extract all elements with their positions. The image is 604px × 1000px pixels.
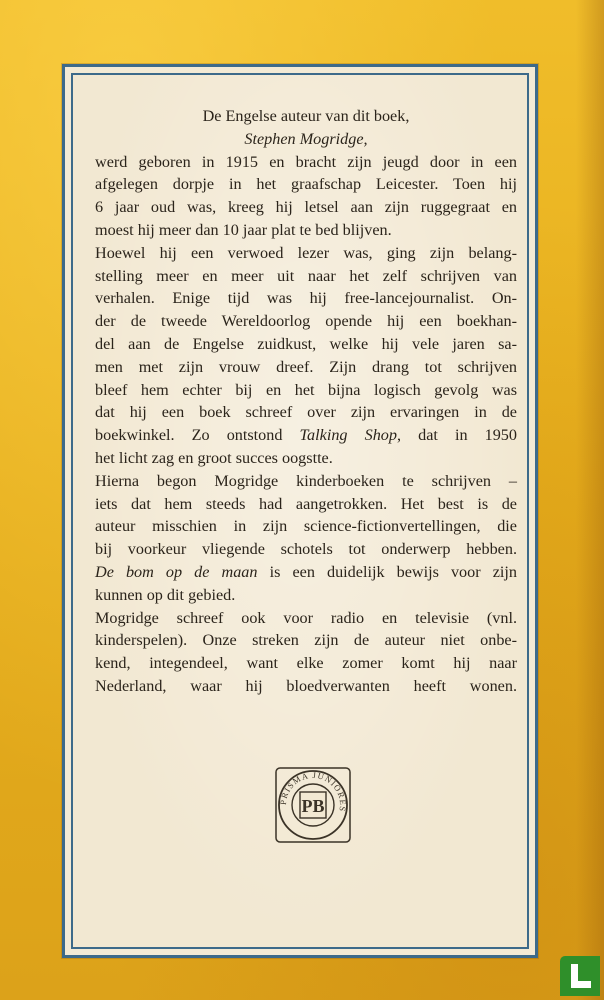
book-title-de-bom-op-de-maan: De bom op de maan bbox=[95, 562, 258, 581]
bio-line: kinderspelen). Onze streken zijn de auteur niet onbe- bbox=[95, 631, 517, 650]
bio-line: dat hij een boek schreef over zijn ervaringen in de bbox=[95, 403, 517, 422]
bio-line: 6 jaar oud was, kreeg hij letsel aan zijn ruggegraat en bbox=[95, 198, 517, 217]
bio-line: kend, integendeel, want elke zomer komt hij naar bbox=[95, 654, 517, 673]
blurb-panel-inner-frame bbox=[71, 73, 529, 949]
bio-line: bleef hem echter bij en het bijna logisch gevolg was bbox=[95, 380, 517, 399]
bio-line: men met zijn vrouw dreef. Zijn drang tot schrijven bbox=[95, 357, 517, 376]
book-title-talking-shop: Talking Shop bbox=[299, 426, 397, 445]
bio-line: boekwinkel. Zo ontstond Talking Shop, dat in 1950 bbox=[95, 426, 517, 445]
blurb-panel bbox=[62, 64, 538, 958]
bio-line: De bom op de maan is een duidelijk bewijs voor zijn bbox=[95, 562, 517, 581]
bio-line: Mogridge schreef ook voor radio en televisie (vnl. bbox=[95, 608, 517, 627]
bio-line: kunnen op dit gebied. bbox=[95, 585, 236, 604]
bio-line: bij voorkeur vliegende schotels tot onderwerp hebben. bbox=[95, 540, 517, 559]
logo-monogram: PB bbox=[301, 796, 325, 816]
bio-line: het licht zag en groot succes oogstte. bbox=[95, 448, 333, 467]
bio-line: del aan de Engelse zuidkust, welke hij vele jaren sa- bbox=[95, 334, 517, 353]
bio-line: iets dat hem steeds had aangetrokken. Het best is de bbox=[95, 494, 517, 513]
bio-line: verhalen. Enige tijd was hij free-lancejournalist. On- bbox=[95, 289, 517, 308]
bio-line: stelling meer en meer uit naar het zelf schrijven van bbox=[95, 266, 517, 285]
prisma-juniores-logo bbox=[275, 767, 351, 843]
bio-intro: De Engelse auteur van dit boek, bbox=[202, 107, 410, 125]
bio-line: Hierna begon Mogridge kinderboeken te schrijven – bbox=[95, 471, 517, 490]
cover-edge-shading bbox=[576, 0, 604, 1000]
l-glyph-icon bbox=[571, 964, 591, 988]
bio-line: Nederland, waar hij bloedverwanten heeft wonen. bbox=[95, 676, 517, 695]
svg-text:PRISMA JUNIORES: PRISMA JUNIORES bbox=[277, 769, 349, 814]
author-biography bbox=[95, 105, 517, 698]
bio-line: auteur misschien in zijn science-fictionvertellingen, die bbox=[95, 517, 517, 536]
bio-line: afgelegen dorpje in het graafschap Leicester. Toen hij bbox=[95, 175, 517, 194]
bio-line: der de tweede Wereldoorlog opende hij een boekhan- bbox=[95, 312, 517, 331]
bio-line: moest hij meer dan 10 jaar plat te bed blijven. bbox=[95, 220, 392, 239]
bio-line: Hoewel hij een verwoed lezer was, ging zijn belang- bbox=[95, 243, 517, 262]
corner-badge-icon bbox=[560, 956, 600, 996]
author-name: Stephen Mogridge, bbox=[244, 129, 368, 148]
bio-line: werd geboren in 1915 en bracht zijn jeugd door in een bbox=[95, 152, 517, 171]
